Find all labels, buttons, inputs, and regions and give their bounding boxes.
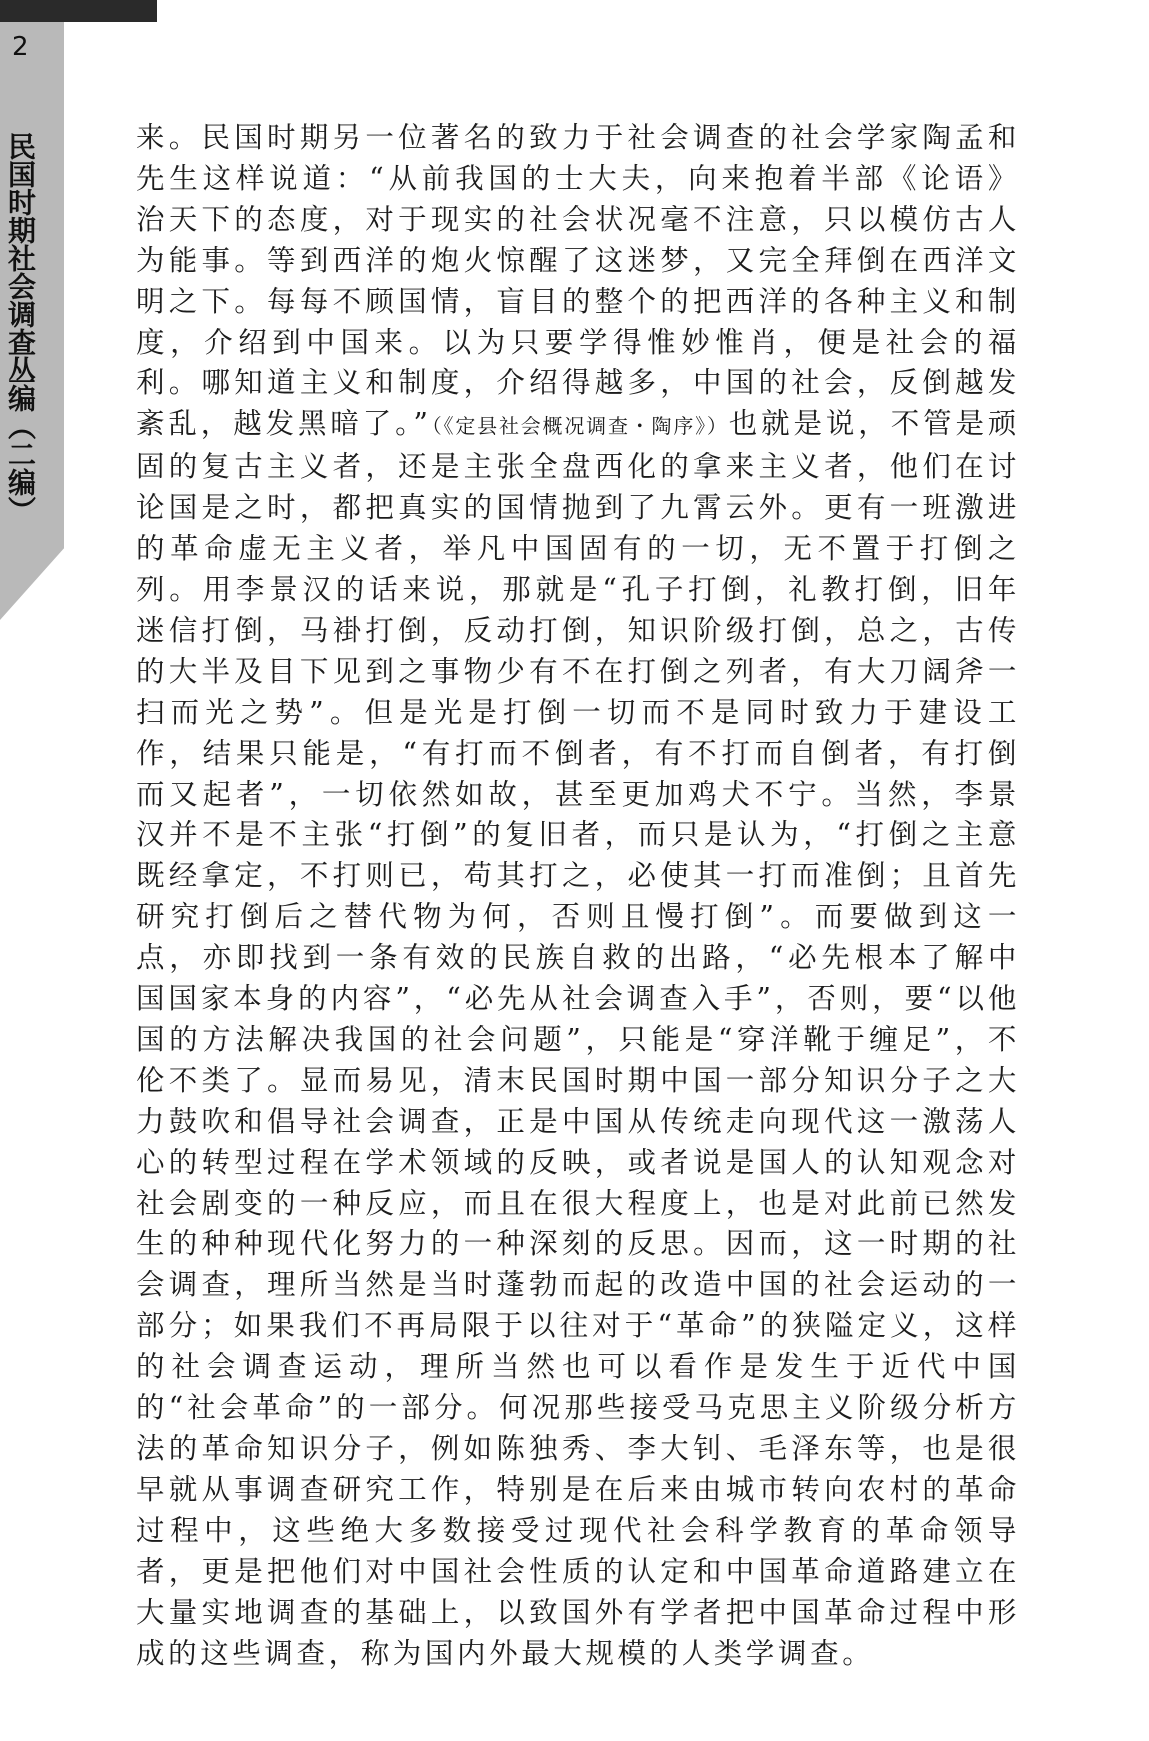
series-title: 民国时期社会调查丛编（二编） bbox=[4, 132, 37, 524]
top-edge-bar bbox=[0, 0, 157, 22]
citation: （《定县社会概况调查・陶序》） bbox=[431, 414, 729, 439]
body-paragraph bbox=[136, 118, 1020, 1674]
body-text-part1: 来。民国时期另一位著名的致力于社会调查的社会学家陶孟和先生这样说道：“从前我国的士大夫，向来抱着半部《论语》治天下的态度，对于现实的社会状况毫不注意，只以模仿古人为能事。等到西洋的炮火惊醒了这迷梦，又完全拜倒在西洋文明之下。每每不顾国情，盲目的整个的把西洋的各种主义和制度，介绍到中国来。以为只要学得惟妙惟肖，便是社会的福利。哪知道主义和制度，介绍得越多，中国的社会，反倒越发紊乱，越发黑暗了。” bbox=[136, 121, 1020, 441]
body-text-part2: 也就是说，不管是顽固的复古主义者，还是主张全盘西化的拿来主义者，他们在讨论国是之时，都把真实的国情抛到了九霄云外。更有一班激进的革命虚无主义者，举凡中国固有的一切，无不置于打倒之列。用李景汉的话来说，那就是“孔子打倒，礼教打倒，旧年迷信打倒，马褂打倒，反动打倒，知识阶级打倒，总之，古传的大半及目下见到之事物少有不在打倒之列者，有大刀阔斧一扫而光之势”。但是光是打倒一切而不是同时致力于建设工作，结果只能是，“有打而不倒者，有不打而自倒者，有打倒而又起者”，一切依然如故，甚至更加鸡犬不宁。当然，李景汉并不是不主张“打倒”的复旧者，而只是认为，“打倒之主意既经拿定，不打则已，苟其打之，必使其一打而准倒；且首先研究打倒后之替代物为何，否则且慢打倒”。而要做到这一点，亦即找到一条有效的民族自救的出路，“必先根本了解中国国家本身的内容”，“必先从社会调查入手”，否则，要“以他国的方法解决我国的社会问题”，只能是“穿洋靴于缠足”，不伦不类了。显而易见，清末民国时期中国一部分知识分子之大力鼓吹和倡导社会调查，正是中国从传统走向现代这一激荡人心的转型过程在学术领域的反映，或者说是国人的认知观念对社会剧变的一种反应，而且在很大程度上，也是对此前已然发生的种种现代化努力的一种深刻的反思。因而，这一时期的社会调查，理所当然是当时蓬勃而起的改造中国的社会运动的一部分；如果我们不再局限于以往对于“革命”的狭隘定义，这样的社会调查运动，理所当然也可以看作是发生于近代中国的“社会革命”的一部分。何况那些接受马克思主义阶级分析方法的革命知识分子，例如陈独秀、李大钊、毛泽东等，也是很早就从事调查研究工作，特别是在后来由城市转向农村的革命过程中，这些绝大多数接受过现代社会科学教育的革命领导者，更是把他们对中国社会性质的认定和中国革命道路建立在大量实地调查的基础上，以致国外有学者把中国革命过程中形成的这些调查，称为国内外最大规模的人类学调查。 bbox=[136, 407, 1020, 1670]
page-number: 2 bbox=[12, 32, 29, 62]
